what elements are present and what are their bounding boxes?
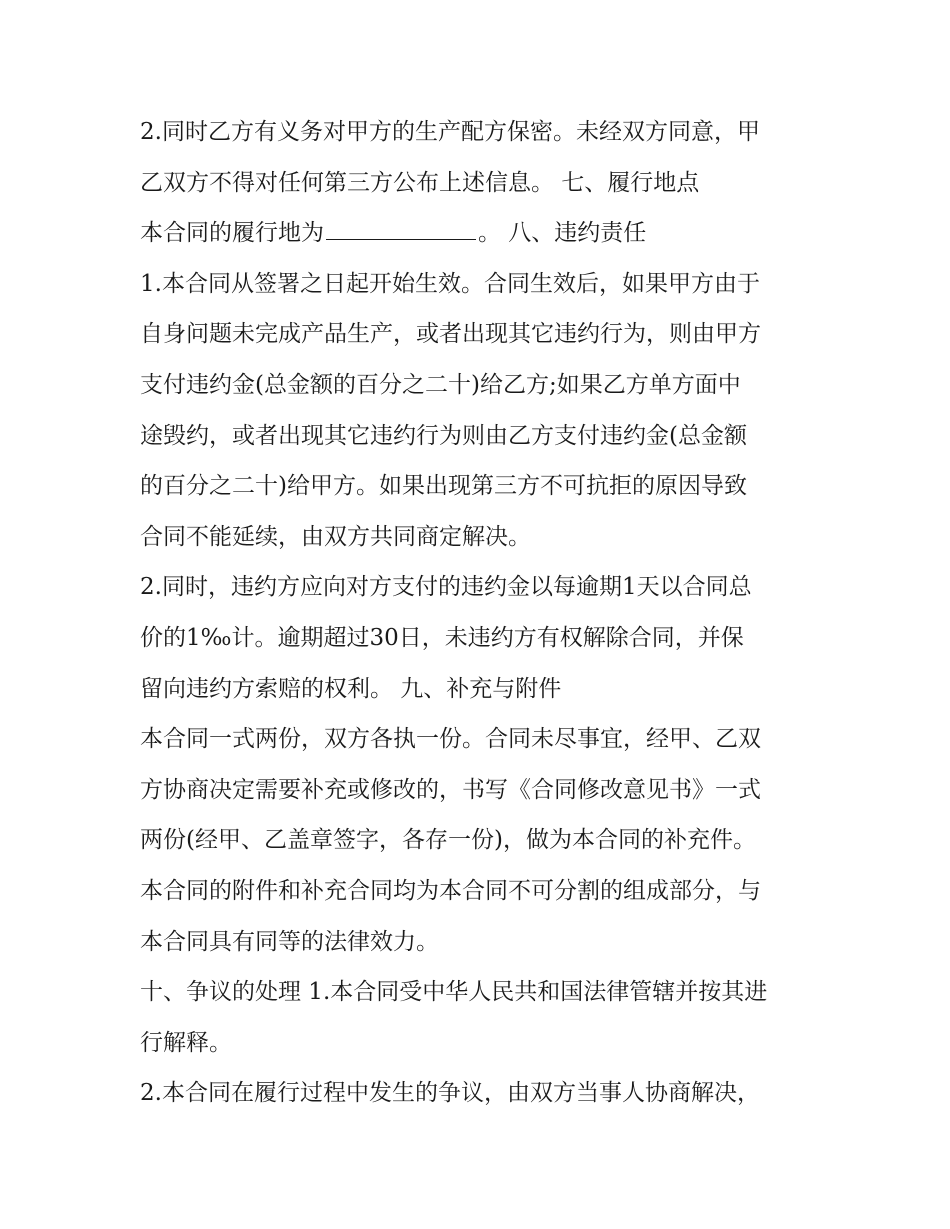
text-line: 2.同时乙方有义务对甲方的生产配方保密。未经双方同意，甲 (140, 119, 760, 145)
text-line: 2.同时，违约方应向对方支付的违约金以每逾期1天以合同总 (140, 574, 752, 601)
text-line: 1.本合同从签署之日起开始生效。合同生效后，如果甲方由于 (140, 270, 760, 297)
line-text-after-blank: 。 八、违约责任 (478, 220, 647, 247)
text-line: 的百分之二十)给甲方。如果出现第三方不可抗拒的原因导致 (140, 473, 747, 500)
text-line-with-blank (140, 208, 820, 259)
line-text-before-blank: 本合同的履行地为 (140, 220, 324, 247)
text-line: 本合同的附件和补充合同均为本合同不可分割的组成部分，与 (140, 877, 761, 904)
text-line: 支付违约金(总金额的百分之二十)给乙方;如果乙方单方面中 (140, 371, 741, 398)
document-body (140, 107, 820, 1119)
text-line: 2.本合同在履行过程中发生的争议，由双方当事人协商解决， (140, 1080, 760, 1107)
text-line: 两份(经甲、乙盖章签字，各存一份)，做为本合同的补充件。 (140, 827, 756, 854)
text-line: 留向违约方索赔的权利。 九、补充与附件 (140, 675, 562, 702)
text-line: 十、争议的处理 1.本合同受中华人民共和国法律管辖并按其进 (140, 979, 768, 1006)
fill-in-blank (326, 238, 476, 240)
text-line: 价的1‰计。逾期超过30日，未违约方有权解除合同，并保 (140, 624, 744, 651)
text-line: 乙双方不得对任何第三方公布上述信息。 七、履行地点 (140, 169, 700, 196)
text-line: 途毁约，或者出现其它违约行为则由乙方支付违约金(总金额 (140, 422, 747, 449)
text-line: 本合同一式两份，双方各执一份。合同未尽事宜，经甲、乙双 (140, 726, 761, 753)
text-line: 自身问题未完成产品生产，或者出现其它违约行为，则由甲方 (140, 321, 761, 348)
text-line: 行解释。 (140, 1029, 232, 1056)
text-line: 合同不能延续，由双方共同商定解决。 (140, 523, 531, 550)
text-line: 方协商决定需要补充或修改的，书写《合同修改意见书》一式 (140, 776, 761, 803)
text-line: 本合同具有同等的法律效力。 (140, 928, 439, 955)
